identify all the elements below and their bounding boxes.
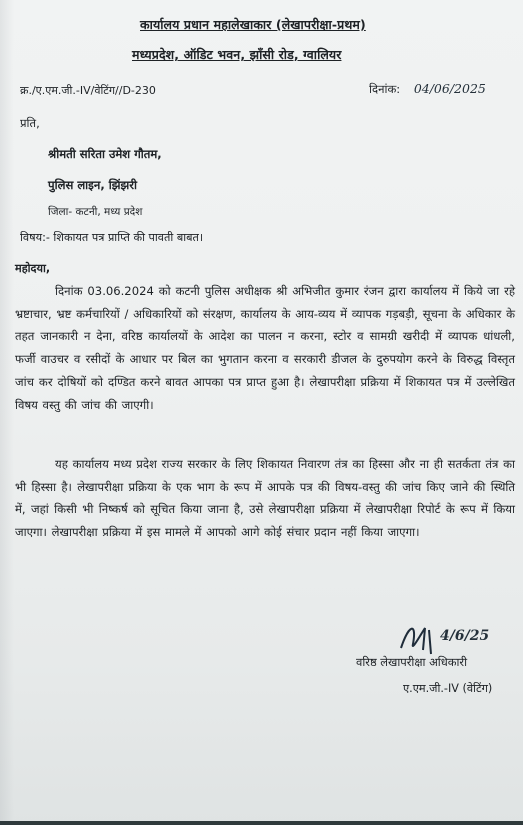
recipient-prefix: प्रति, (20, 116, 40, 130)
body-paragraph-2-text: यह कार्यालय मध्य प्रदेश राज्य सरकार के लिए शिकायत निवारण तंत्र का हिस्सा और ना ही सतर्कता तंत्र का भी हिस्सा है। लेखापरीक्षा प्रक्रिया के एक भाग के रूप में आपके पत्र की विषय-वस्तु की जांच किए जाने की स्थिति में, जहां किसी भी निष्कर्ष को सूचित किया जाना है, उसे लेखापरीक्षा प्रक्रिया में लेखापरीक्षा रिपोर्ट के रूप में किया जाएगा। लेखापरीक्षा प्रक्रिया में इस मामले में आपको आगे कोई संचार प्रदान नहीं किया जाएगा। (15, 457, 515, 540)
date-value: 04/06/2025 (413, 81, 486, 96)
office-address-heading: मध्यप्रदेश, ऑडिट भवन, झाँसी रोड, ग्वालियर (132, 47, 342, 62)
body-paragraph-2 (15, 453, 515, 544)
signature-date: 4/6/25 (440, 628, 490, 644)
page-bottom-edge (0, 821, 523, 825)
subject-line: विषय:- शिकायत पत्र प्राप्ति की पावती बाबत। (20, 231, 204, 244)
salutation: महोदया, (15, 262, 51, 275)
body-paragraph-1-text: दिनांक 03.06.2024 को कटनी पुलिस अधीक्षक श्री अभिजीत कुमार रंजन द्वारा कार्यालय में किये जा रहे भ्रष्टाचार, भ्रष्ट कर्मचारियों / अधिकारियों को संरक्षण, कार्यालय के आय-व्यय में व्यापक गड़बड़ी, सूचना के अधिकार के तहत जानकारी न देना, वरिष्ठ कार्यालयों के आदेश का पालन न करना, स्टोर व सामग्री खरीदी में व्यापक धांधली, फर्जी वाउचर व रसीदों के आधार पर बिल का भुगतान करना व सरकारी डीजल के दुरुपयोग करने के विरुद्ध विस्तृत जांच कर दोषियों को दण्डित करने बावत आपका पत्र प्राप्त हुआ है। लेखापरीक्षा प्रक्रिया में शिकायत पत्र में उल्लेखित विषय वस्तु की जांच की जाएगी। (15, 284, 515, 412)
signatory-section: ए.एम.जी.-IV (वेटिंग) (403, 682, 493, 695)
reference-number (20, 83, 156, 98)
reference-number-text: क्र./ए.एम.जी.-IV/वेटिंग//D-230 (20, 84, 156, 97)
body-paragraph-1 (15, 280, 515, 416)
recipient-name: श्रीमती सरिता उमेश गौतम, (48, 147, 162, 161)
page-edge-shadow (0, 0, 14, 825)
recipient-district: जिला- कटनी, मध्य प्रदेश (48, 206, 143, 218)
signatory-designation: वरिष्ठ लेखापरीक्षा अधिकारी (356, 655, 468, 669)
date-label: दिनांक: (369, 82, 401, 96)
recipient-address: पुलिस लाइन, झिंझरी (48, 178, 138, 192)
office-name-heading: कार्यालय प्रधान महालेखाकार (लेखापरीक्षा-प्रथम) (140, 17, 366, 32)
letter-date (369, 81, 486, 97)
